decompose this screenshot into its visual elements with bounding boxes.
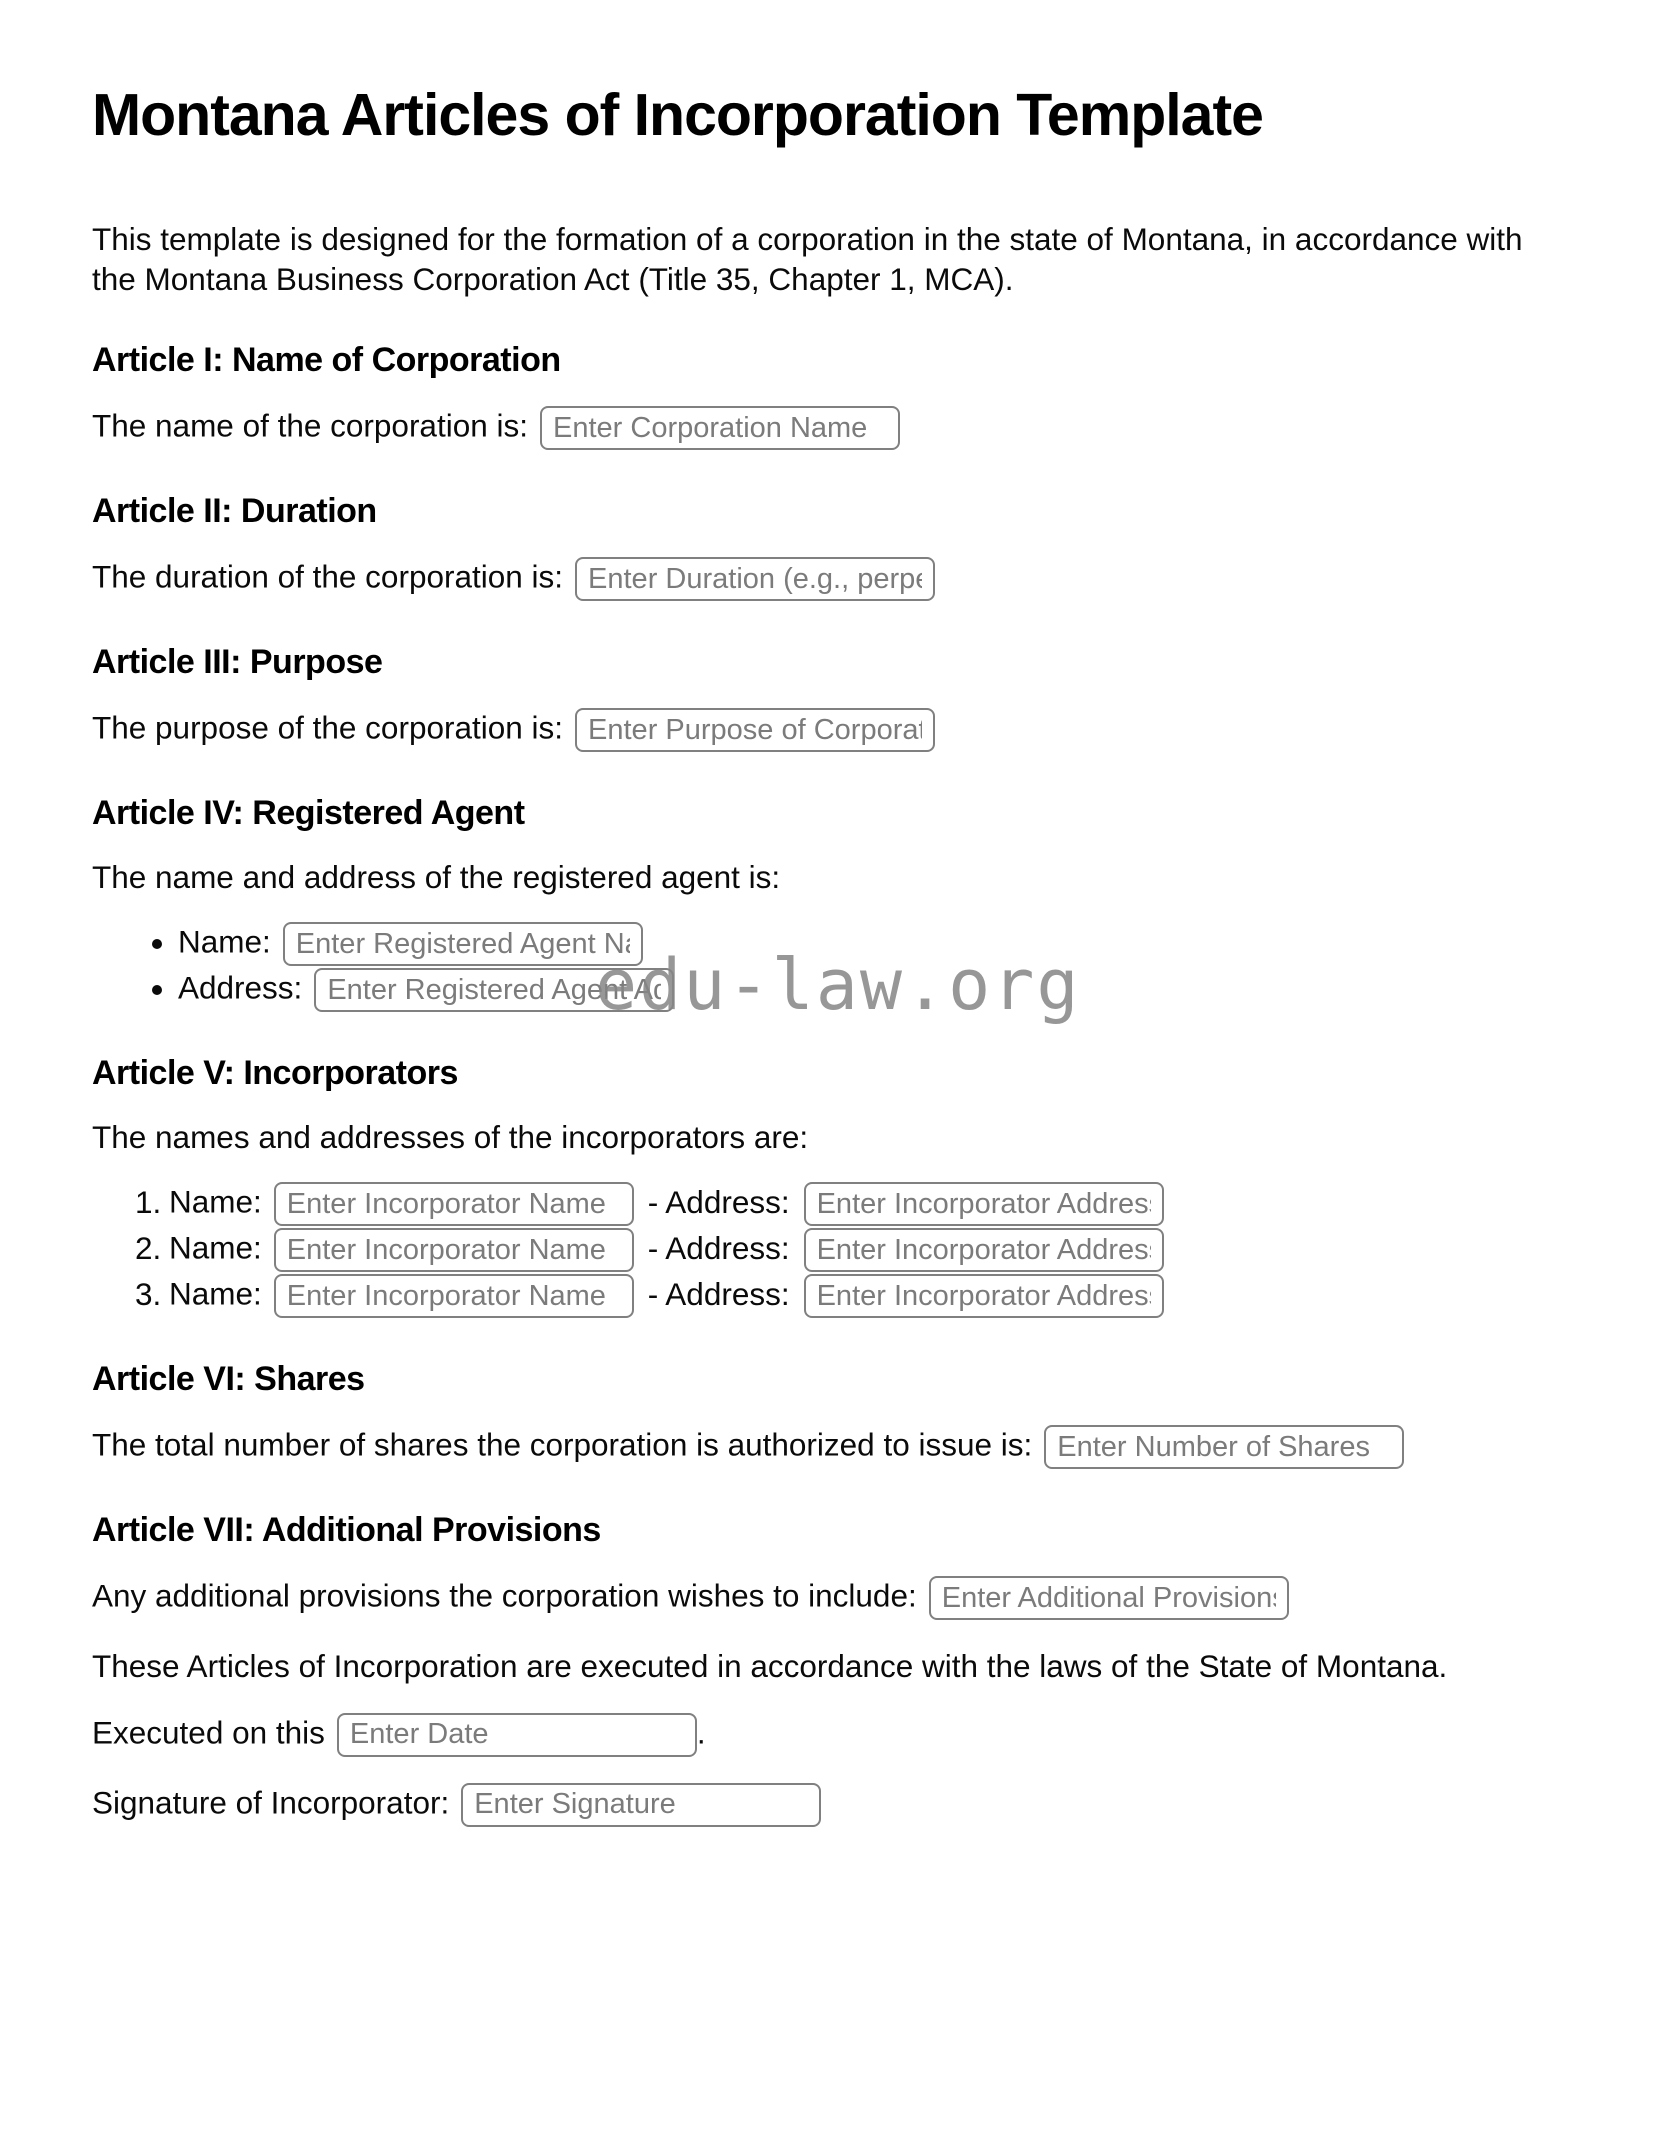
signature-label: Signature of Incorporator: — [92, 1783, 450, 1820]
row-number: 1. — [135, 1183, 162, 1220]
incorporators-intro: The names and addresses of the incorporators are: — [92, 1119, 809, 1156]
additional-provisions-label: Any additional provisions the corporation wishes to include: — [92, 1577, 917, 1614]
intro-paragraph: This template is designed for the formation of a corporation in the state of Montana, in accordance with the Montana Business Corporation Act (Title 35, Chapter 1, MCA). — [92, 220, 1523, 297]
article4-heading: Article IV: Registered Agent — [92, 794, 525, 833]
duration-input[interactable] — [575, 557, 935, 601]
registered-agent-list — [92, 922, 1572, 1012]
incorporator2-name-input[interactable] — [274, 1228, 634, 1272]
incorporator-name-label: Name: — [169, 1275, 262, 1312]
address-separator: - Address: — [647, 1275, 790, 1312]
purpose-input[interactable] — [575, 708, 935, 752]
incorporator-row — [92, 1228, 1572, 1272]
incorporator1-address-input[interactable] — [804, 1182, 1164, 1226]
executed-date-label: Executed on this — [92, 1713, 325, 1750]
registered-agent-name-item — [178, 922, 1572, 966]
incorporator1-name-input[interactable] — [274, 1182, 634, 1226]
shares-label: The total number of shares the corporation is authorized to issue is: — [92, 1426, 1033, 1463]
registered-agent-address-input[interactable] — [314, 968, 674, 1012]
incorporator-name-label: Name: — [169, 1183, 262, 1220]
executed-date-line — [92, 1713, 1572, 1757]
duration-line — [92, 557, 1572, 601]
purpose-line — [92, 708, 1572, 752]
row-number: 2. — [135, 1229, 162, 1266]
incorporators-list — [92, 1182, 1572, 1318]
incorporator2-address-input[interactable] — [804, 1228, 1164, 1272]
article3-heading: Article III: Purpose — [92, 643, 383, 682]
incorporator-row — [92, 1182, 1572, 1226]
executed-date-suffix: . — [696, 1713, 706, 1750]
additional-provisions-line — [92, 1576, 1572, 1620]
additional-provisions-input[interactable] — [929, 1576, 1289, 1620]
incorporator-name-label: Name: — [169, 1229, 262, 1266]
incorporator-row — [92, 1274, 1572, 1318]
signature-line — [92, 1783, 1572, 1827]
signature-input[interactable] — [461, 1783, 821, 1827]
registered-agent-block — [92, 922, 1572, 1027]
page-title: Montana Articles of Incorporation Template — [92, 82, 1263, 148]
execution-statement: These Articles of Incorporation are executed in accordance with the laws of the State of Montana. — [92, 1648, 1448, 1685]
executed-date-input[interactable] — [337, 1713, 697, 1757]
registered-agent-name-label: Name: — [178, 923, 271, 960]
purpose-label: The purpose of the corporation is: — [92, 709, 564, 746]
registered-agent-name-input[interactable] — [283, 922, 643, 966]
article2-heading: Article II: Duration — [92, 492, 377, 531]
article1-heading: Article I: Name of Corporation — [92, 341, 561, 380]
address-separator: - Address: — [647, 1183, 790, 1220]
incorporator3-address-input[interactable] — [804, 1274, 1164, 1318]
article7-heading: Article VII: Additional Provisions — [92, 1511, 601, 1550]
corporation-name-label: The name of the corporation is: — [92, 407, 528, 444]
watermark: edu-law.org — [595, 944, 1081, 1027]
corporation-name-line — [92, 406, 1572, 450]
registered-agent-address-item — [178, 968, 1572, 1012]
corporation-name-input[interactable] — [540, 406, 900, 450]
article6-heading: Article VI: Shares — [92, 1360, 365, 1399]
incorporator3-name-input[interactable] — [274, 1274, 634, 1318]
address-separator: - Address: — [647, 1229, 790, 1266]
row-number: 3. — [135, 1275, 162, 1312]
duration-label: The duration of the corporation is: — [92, 558, 564, 595]
registered-agent-address-label: Address: — [178, 969, 303, 1006]
article5-heading: Article V: Incorporators — [92, 1054, 458, 1093]
shares-input[interactable] — [1044, 1425, 1404, 1469]
registered-agent-intro: The name and address of the registered agent is: — [92, 859, 781, 896]
shares-line — [92, 1425, 1572, 1469]
